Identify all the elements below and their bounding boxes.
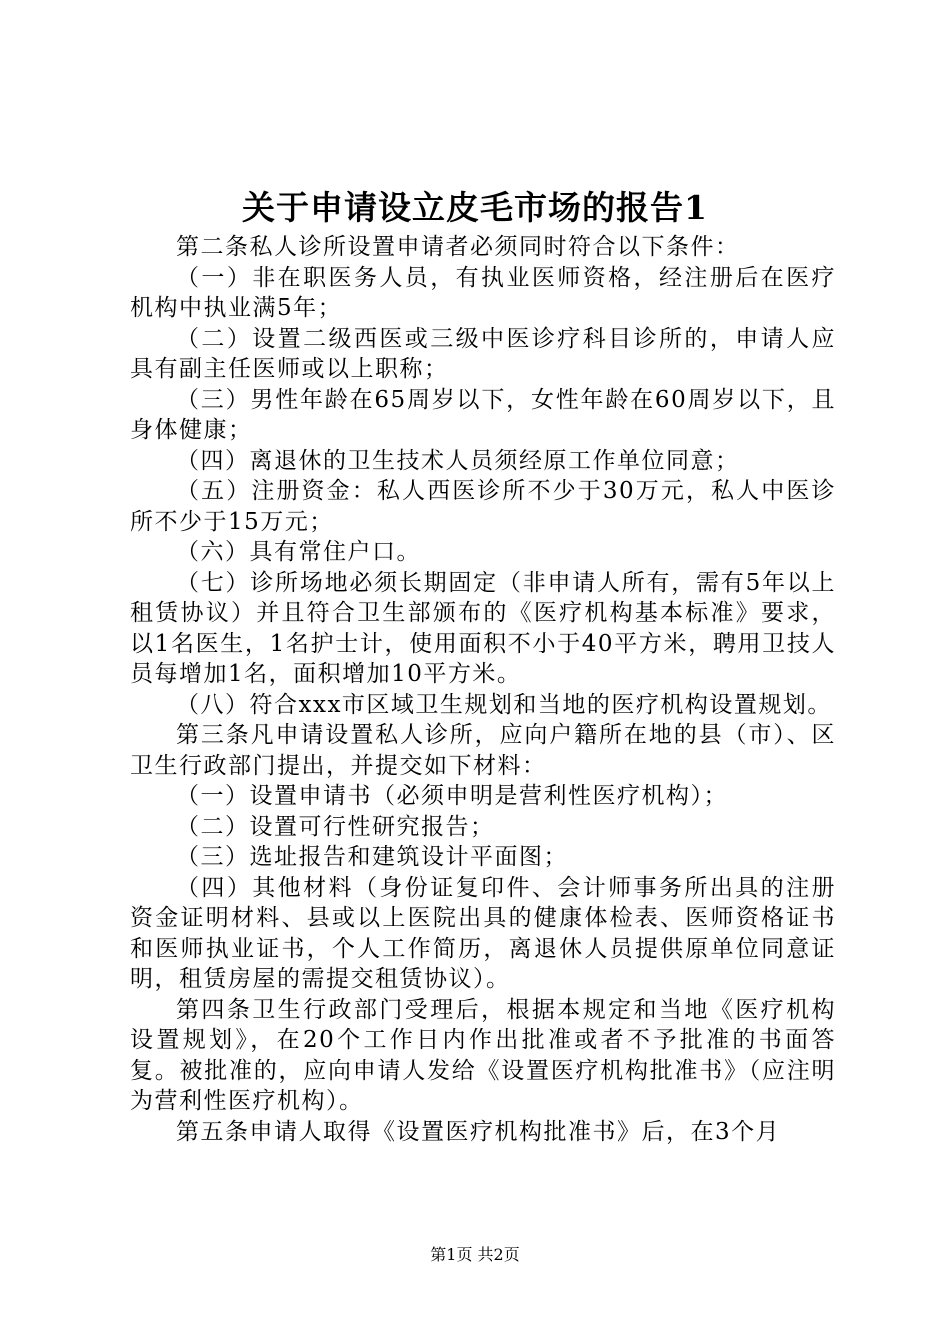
paragraph: 第三条凡申请设置私人诊所，应向户籍所在地的县（市）、区卫生行政部门提出，并提交如下材料： <box>130 722 836 779</box>
paragraph: （三）选址报告和建筑设计平面图； <box>176 844 568 870</box>
document-title: 关于申请设立皮毛市场的报告1 <box>242 188 708 227</box>
document-body <box>130 232 836 1147</box>
paragraph: 第四条卫生行政部门受理后，根据本规定和当地《医疗机构设置规划》，在20个工作日内作出批准或者不予批准的书面答复。被批准的，应向申请人发给《设置医疗机构批准书》（应注明为营利性医疗机构）。 <box>130 996 836 1114</box>
paragraph: （二）设置二级西医或三级中医诊疗科目诊所的，申请人应具有副主任医师或以上职称； <box>130 325 836 382</box>
paragraph: 第二条私人诊所设置申请者必须同时符合以下条件： <box>176 234 740 260</box>
paragraph: （七）诊所场地必须长期固定（非申请人所有，需有5年以上租赁协议）并且符合卫生部颁布的《医疗机构基本标准》要求，以1名医生，1名护士计，使用面积不小于40平方米，聘用卫技人员每增加1名，面积增加10平方米。 <box>130 569 836 687</box>
paragraph: （五）注册资金：私人西医诊所不少于30万元，私人中医诊所不少于15万元； <box>130 478 836 535</box>
page-number-footer: 第1页 共2页 <box>430 1245 520 1264</box>
paragraph: 第五条申请人取得《设置医疗机构批准书》后，在3个月 <box>176 1118 781 1145</box>
paragraph: （四）离退休的卫生技术人员须经原工作单位同意； <box>176 447 740 474</box>
paragraph: （六）具有常住户口。 <box>176 539 421 565</box>
paragraph: （四）其他材料（身份证复印件、会计师事务所出具的注册资金证明材料、县或以上医院出具的健康体检表、医师资格证书和医师执业证书，个人工作简历，离退休人员提供原单位同意证明，租赁房屋的需提交租赁协议）。 <box>130 874 836 992</box>
paragraph: （二）设置可行性研究报告； <box>176 813 495 840</box>
paragraph: （三）男性年龄在65周岁以下，女性年龄在60周岁以下，且身体健康； <box>130 386 836 443</box>
paragraph: （八）符合xxx市区域卫生规划和当地的医疗机构设置规划。 <box>176 691 832 718</box>
paragraph: （一）非在职医务人员，有执业医师资格，经注册后在医疗机构中执业满5年； <box>130 264 836 321</box>
paragraph: （一）设置申请书（必须申明是营利性医疗机构）； <box>176 783 728 809</box>
